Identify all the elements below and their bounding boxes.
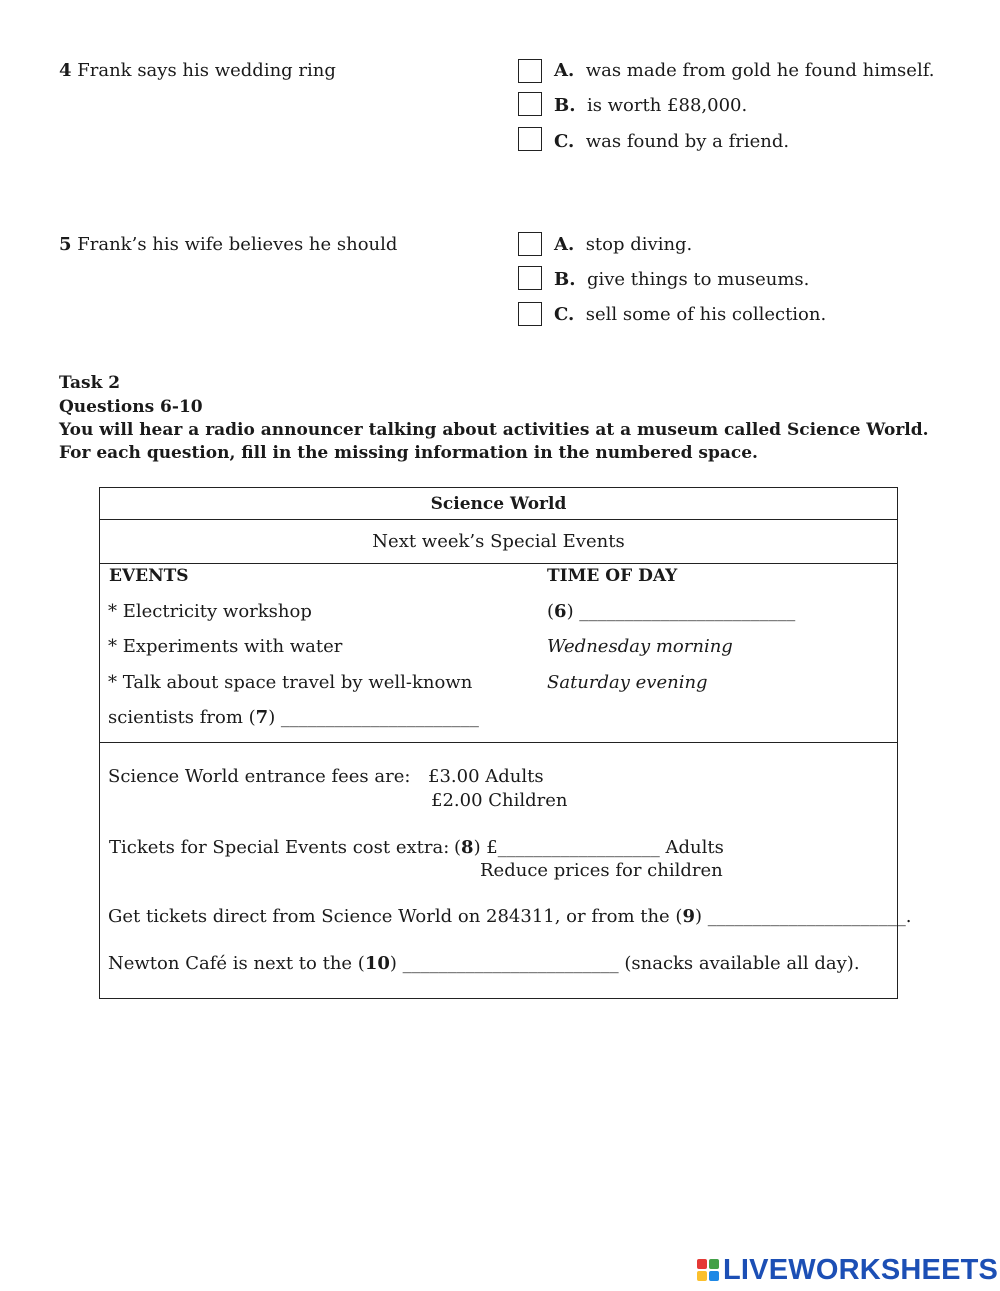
divider — [100, 519, 897, 520]
question-number: 6 — [554, 601, 567, 622]
cafe-line: Newton Café is next to the (10) ________________________ (snacks available all day). — [108, 953, 860, 974]
divider — [100, 563, 897, 564]
question-number: 7 — [255, 707, 269, 728]
table-subtitle: Next week’s Special Events — [372, 531, 625, 552]
time-saturday: Saturday evening — [547, 672, 708, 693]
task-questions: Questions 6-10 — [59, 397, 203, 417]
get-tickets-line: Get tickets direct from Science World on 284311, or from the (9) ______________________. — [108, 906, 912, 927]
q4-option-b: B. is worth £88,000. — [554, 95, 748, 116]
logo-block — [709, 1271, 719, 1281]
answer-blank-8[interactable]: ) £__________________ Adults — [473, 837, 724, 858]
table-title: Science World — [430, 494, 567, 514]
task-title: Task 2 — [59, 373, 121, 393]
science-world-table — [99, 487, 912, 999]
logo-block — [697, 1271, 707, 1281]
q5-option-a: A. stop diving. — [554, 234, 693, 255]
q5-option-c-checkbox[interactable] — [518, 302, 542, 326]
logo-blocks-icon — [697, 1259, 719, 1281]
events-header: EVENTS — [109, 566, 189, 586]
q4-option-a: A. was made from gold he found himself. — [554, 60, 935, 81]
tickets-q8: (8) £__________________ Adults — [454, 837, 724, 858]
question-text: Frank’s his wife believes he should — [77, 234, 398, 255]
divider — [100, 742, 897, 743]
q4-option-c-checkbox[interactable] — [518, 127, 542, 151]
answer-blank-7[interactable]: ) ______________________ — [268, 707, 479, 728]
task-instruction-2: For each question, fill in the missing information in the numbered space. — [59, 443, 758, 463]
q5-option-b: B. give things to museums. — [554, 269, 810, 290]
question-4-stem — [59, 60, 336, 81]
time-header: TIME OF DAY — [547, 566, 678, 586]
question-text: Frank says his wedding ring — [77, 60, 336, 81]
logo-block — [709, 1259, 719, 1269]
question-number: 8 — [461, 837, 474, 858]
question-number: 9 — [682, 906, 695, 927]
event-space-talk-cont: scientists from (7) ______________________ — [108, 707, 479, 728]
time-q6: (6) ________________________ — [547, 601, 796, 622]
fees-label: Science World entrance fees are: — [108, 766, 411, 787]
fee-children: £2.00 Children — [431, 790, 568, 811]
reduce-prices: Reduce prices for children — [480, 860, 723, 881]
question-number: 4 — [59, 60, 72, 81]
q5-option-c: C. sell some of his collection. — [554, 304, 827, 325]
question-number: 5 — [59, 234, 72, 255]
question-5-stem — [59, 234, 397, 255]
logo-block — [697, 1259, 707, 1269]
liveworksheets-logo — [697, 1254, 998, 1286]
event-water: * Experiments with water — [108, 636, 343, 657]
logo-text: LIVEWORKSHEETS — [723, 1253, 999, 1286]
answer-blank-10[interactable]: ) ________________________ (snacks available all day). — [389, 953, 860, 974]
tickets-label: Tickets for Special Events cost extra: — [109, 837, 450, 858]
q4-option-b-checkbox[interactable] — [518, 92, 542, 116]
answer-blank-6[interactable]: ) ________________________ — [566, 601, 796, 622]
event-space-talk: * Talk about space travel by well-known — [108, 672, 473, 693]
fee-adults: £3.00 Adults — [428, 766, 544, 787]
answer-blank-9[interactable]: ) ______________________. — [694, 906, 912, 927]
q4-option-c: C. was found by a friend. — [554, 131, 790, 152]
event-electricity: * Electricity workshop — [108, 601, 312, 622]
task-instruction-1: You will hear a radio announcer talking about activities at a museum called Science World. — [59, 420, 929, 440]
q5-option-b-checkbox[interactable] — [518, 266, 542, 290]
q4-option-a-checkbox[interactable] — [518, 59, 542, 83]
time-wednesday: Wednesday morning — [547, 636, 733, 657]
q5-option-a-checkbox[interactable] — [518, 232, 542, 256]
question-number: 10 — [364, 953, 390, 974]
